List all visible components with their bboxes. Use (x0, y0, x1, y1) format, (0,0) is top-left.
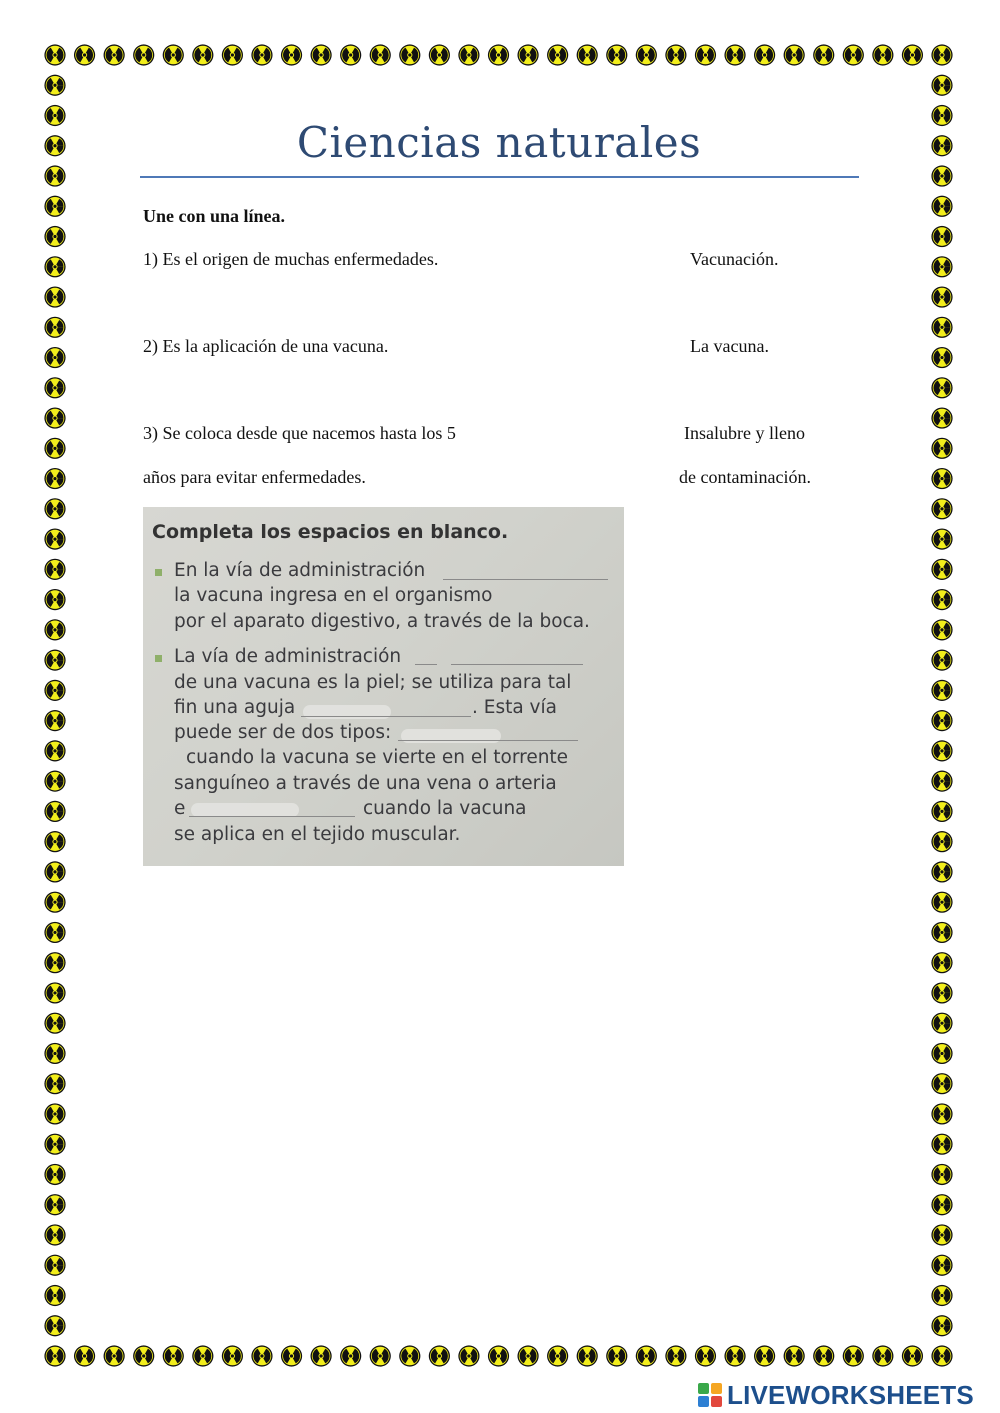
liveworksheets-logo-icon (697, 1382, 723, 1408)
radiation-symbol-icon (931, 922, 952, 943)
photo-line: puede ser de dos tipos: (174, 722, 392, 743)
radiation-symbol-icon (281, 44, 302, 65)
radiation-symbol-icon (931, 317, 952, 338)
radiation-symbol-icon (44, 619, 65, 640)
radiation-symbol-icon (931, 1103, 952, 1124)
radiation-symbol-icon (488, 1345, 509, 1366)
radiation-symbol-icon (754, 1345, 775, 1366)
radiation-symbol-icon (931, 650, 952, 671)
radiation-symbol-icon (931, 347, 952, 368)
radiation-symbol-icon (251, 1345, 272, 1366)
radiation-symbol-icon (44, 286, 65, 307)
radiation-symbol-icon (192, 44, 213, 65)
blank-line (415, 664, 437, 665)
radiation-symbol-icon (370, 44, 391, 65)
radiation-symbol-icon (44, 710, 65, 731)
radiation-symbol-icon (843, 44, 864, 65)
radiation-symbol-icon (517, 1345, 538, 1366)
radiation-symbol-icon (754, 44, 775, 65)
textbook-photo (143, 507, 624, 866)
radiation-symbol-icon (44, 589, 65, 610)
radiation-symbol-icon (44, 75, 65, 96)
radiation-symbol-icon (724, 1345, 745, 1366)
radiation-symbol-icon (74, 1345, 95, 1366)
radiation-symbol-icon (695, 1345, 716, 1366)
radiation-symbol-icon (44, 1285, 65, 1306)
radiation-symbol-icon (931, 1285, 952, 1306)
page-title: Ciencias naturales (296, 118, 702, 167)
photo-heading: Completa los espacios en blanco. (152, 521, 509, 543)
radiation-symbol-icon (695, 44, 716, 65)
radiation-symbol-icon (44, 498, 65, 519)
radiation-symbol-icon (44, 165, 65, 186)
photo-line: cuando la vacuna se vierte en el torrente (186, 747, 569, 768)
match-right-3a: Insalubre y lleno (684, 423, 805, 443)
radiation-symbol-icon (340, 44, 361, 65)
logo-text: LIVEWORKSHEETS (727, 1379, 974, 1410)
radiation-symbol-icon (931, 438, 952, 459)
blank-line (301, 716, 471, 717)
match-right-1: Vacunación. (690, 249, 779, 269)
radiation-symbol-icon (44, 982, 65, 1003)
radiation-symbol-icon (931, 801, 952, 822)
radiation-symbol-icon (104, 44, 125, 65)
photo-line: La vía de administración (174, 646, 402, 667)
radiation-symbol-icon (931, 1345, 952, 1366)
radiation-symbol-icon (931, 710, 952, 731)
radiation-symbol-icon (813, 44, 834, 65)
photo-line: fin una aguja (174, 697, 296, 718)
radiation-symbol-icon (163, 1345, 184, 1366)
photo-line: cuando la vacuna (363, 798, 527, 819)
radiation-symbol-icon (931, 952, 952, 973)
radiation-symbol-icon (44, 1013, 65, 1034)
radiation-symbol-icon (636, 44, 657, 65)
bullet-icon (155, 569, 162, 576)
radiation-symbol-icon (784, 1345, 805, 1366)
radiation-symbol-icon (44, 317, 65, 338)
radiation-symbol-icon (488, 44, 509, 65)
match-left-1: 1) Es el origen de muchas enfermedades. (143, 249, 439, 269)
radiation-symbol-icon (931, 1194, 952, 1215)
radiation-symbol-icon (370, 1345, 391, 1366)
radiation-symbol-icon (44, 44, 65, 65)
radiation-symbol-icon (44, 1103, 65, 1124)
radiation-symbol-icon (44, 1073, 65, 1094)
radiation-symbol-icon (429, 1345, 450, 1366)
radiation-symbol-icon (44, 1164, 65, 1185)
radiation-symbol-icon (547, 44, 568, 65)
radiation-symbol-icon (931, 286, 952, 307)
title-underline (140, 176, 859, 178)
radiation-symbol-icon (44, 468, 65, 489)
radiation-symbol-icon (311, 1345, 332, 1366)
radiation-symbol-icon (340, 1345, 361, 1366)
radiation-symbol-icon (931, 619, 952, 640)
radiation-symbol-icon (931, 1164, 952, 1185)
radiation-symbol-icon (399, 44, 420, 65)
photo-line: En la vía de administración (174, 560, 426, 581)
photo-line: se aplica en el tejido muscular. (174, 824, 461, 845)
radiation-symbol-icon (44, 438, 65, 459)
radiation-symbol-icon (44, 407, 65, 428)
radiation-symbol-icon (44, 892, 65, 913)
radiation-symbol-icon (44, 528, 65, 549)
radiation-symbol-icon (44, 831, 65, 852)
photo-line: la vacuna ingresa en el organismo (174, 585, 493, 606)
radiation-symbol-icon (44, 1315, 65, 1336)
radiation-symbol-icon (902, 1345, 923, 1366)
radiation-symbol-icon (724, 44, 745, 65)
radiation-symbol-icon (931, 196, 952, 217)
bullet-icon (155, 655, 162, 662)
radiation-symbol-icon (44, 105, 65, 126)
blank-line (451, 664, 583, 665)
radiation-symbol-icon (44, 347, 65, 368)
radiation-symbol-icon (517, 44, 538, 65)
radiation-symbol-icon (784, 44, 805, 65)
radiation-symbol-icon (429, 44, 450, 65)
radiation-symbol-icon (44, 135, 65, 156)
radiation-symbol-icon (931, 498, 952, 519)
radiation-symbol-icon (163, 44, 184, 65)
radiation-symbol-icon (931, 589, 952, 610)
blank-line (398, 740, 578, 741)
match-left-3b: años para evitar enfermedades. (143, 467, 366, 487)
match-right-3b: de contaminación. (679, 467, 811, 487)
radiation-symbol-icon (458, 1345, 479, 1366)
radiation-symbol-icon (44, 559, 65, 580)
radiation-symbol-icon (44, 226, 65, 247)
radiation-symbol-icon (931, 559, 952, 580)
radiation-symbol-icon (222, 44, 243, 65)
radiation-symbol-icon (931, 528, 952, 549)
radiation-symbol-icon (931, 135, 952, 156)
radiation-symbol-icon (44, 1345, 65, 1366)
radiation-symbol-icon (192, 1345, 213, 1366)
radiation-symbol-icon (931, 226, 952, 247)
blank-line (443, 579, 608, 580)
radiation-symbol-icon (665, 44, 686, 65)
radiation-symbol-icon (931, 680, 952, 701)
radiation-symbol-icon (547, 1345, 568, 1366)
radiation-symbol-icon (813, 1345, 834, 1366)
radiation-symbol-icon (931, 75, 952, 96)
radiation-symbol-icon (44, 1043, 65, 1064)
radiation-symbol-icon (606, 44, 627, 65)
instruction-text: Une con una línea. (143, 206, 286, 226)
radiation-symbol-icon (931, 1134, 952, 1155)
radiation-symbol-icon (458, 44, 479, 65)
radiation-symbol-icon (931, 105, 952, 126)
radiation-symbol-icon (222, 1345, 243, 1366)
radiation-symbol-icon (311, 44, 332, 65)
match-left-3a: 3) Se coloca desde que nacemos hasta los 5 (143, 423, 456, 443)
radiation-symbol-icon (44, 922, 65, 943)
radiation-symbol-icon (872, 1345, 893, 1366)
radiation-symbol-icon (931, 771, 952, 792)
radiation-symbol-icon (902, 44, 923, 65)
photo-line: por el aparato digestivo, a través de la boca. (174, 611, 590, 632)
radiation-symbol-icon (577, 44, 598, 65)
radiation-symbol-icon (931, 831, 952, 852)
radiation-symbol-icon (636, 1345, 657, 1366)
radiation-symbol-icon (931, 377, 952, 398)
radiation-symbol-icon (251, 44, 272, 65)
radiation-symbol-icon (281, 1345, 302, 1366)
radiation-symbol-icon (44, 771, 65, 792)
radiation-symbol-icon (104, 1345, 125, 1366)
radiation-symbol-icon (931, 407, 952, 428)
radiation-symbol-icon (931, 1255, 952, 1276)
radiation-symbol-icon (44, 801, 65, 822)
radiation-symbol-icon (44, 377, 65, 398)
radiation-symbol-icon (931, 1315, 952, 1336)
erased-answer (191, 803, 299, 817)
radiation-symbol-icon (44, 1224, 65, 1245)
radiation-symbol-icon (931, 468, 952, 489)
radiation-symbol-icon (44, 1255, 65, 1276)
match-right-2: La vacuna. (690, 336, 769, 356)
radiation-symbol-icon (44, 196, 65, 217)
radiation-symbol-icon (606, 1345, 627, 1366)
photo-line: . Esta vía (472, 697, 557, 718)
radiation-symbol-icon (843, 1345, 864, 1366)
radiation-symbol-icon (399, 1345, 420, 1366)
radiation-symbol-icon (931, 256, 952, 277)
radiation-symbol-icon (133, 44, 154, 65)
radiation-symbol-icon (133, 1345, 154, 1366)
blank-line (189, 816, 355, 817)
photo-line: sanguíneo a través de una vena o arteria (174, 773, 557, 794)
photo-line: de una vacuna es la piel; se utiliza para tal (174, 672, 572, 693)
radiation-symbol-icon (44, 1194, 65, 1215)
radiation-symbol-icon (44, 740, 65, 761)
radiation-symbol-icon (44, 256, 65, 277)
photo-line: e (174, 798, 186, 819)
radiation-symbol-icon (931, 982, 952, 1003)
radiation-symbol-icon (44, 952, 65, 973)
radiation-symbol-icon (931, 1073, 952, 1094)
radiation-symbol-icon (931, 44, 952, 65)
match-left-2: 2) Es la aplicación de una vacuna. (143, 336, 389, 356)
radiation-symbol-icon (44, 680, 65, 701)
radiation-symbol-icon (665, 1345, 686, 1366)
radiation-symbol-icon (44, 650, 65, 671)
radiation-symbol-icon (44, 1134, 65, 1155)
radiation-symbol-icon (931, 740, 952, 761)
radiation-symbol-icon (931, 892, 952, 913)
liveworksheets-logo (697, 1378, 974, 1412)
radiation-symbol-icon (931, 861, 952, 882)
radiation-symbol-icon (931, 165, 952, 186)
radiation-symbol-icon (931, 1013, 952, 1034)
radiation-symbol-icon (577, 1345, 598, 1366)
radiation-symbol-icon (931, 1224, 952, 1245)
radiation-symbol-icon (74, 44, 95, 65)
radiation-symbol-icon (44, 861, 65, 882)
radiation-symbol-icon (931, 1043, 952, 1064)
radiation-symbol-icon (872, 44, 893, 65)
